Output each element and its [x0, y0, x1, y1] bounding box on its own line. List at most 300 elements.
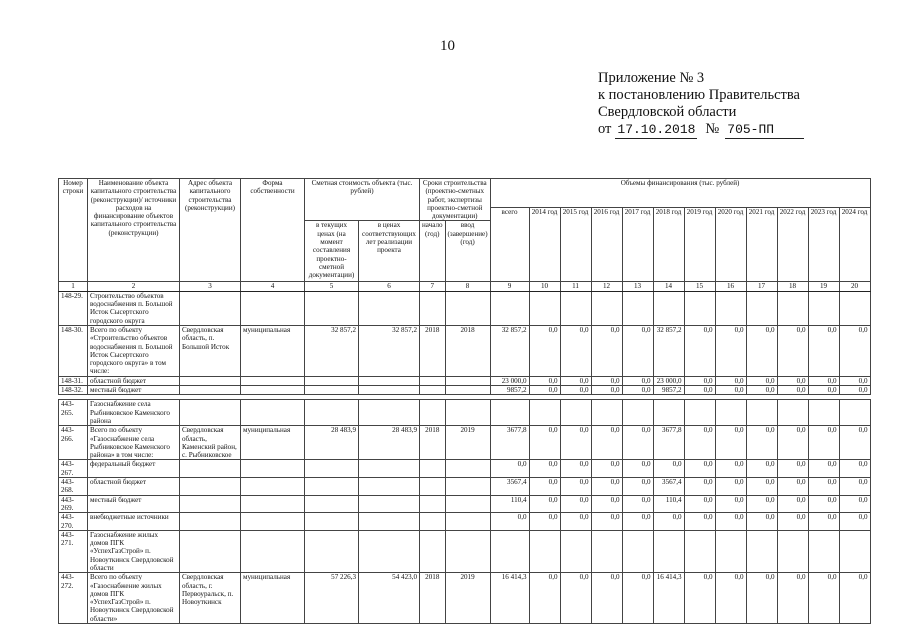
- start-year: 2018: [420, 325, 446, 376]
- cost-current: [305, 495, 359, 513]
- start-year: [420, 513, 446, 531]
- header-year-2019: 2019 год: [684, 208, 715, 282]
- financing-year-value: 0,0: [777, 513, 808, 531]
- financing-year-value: 0,0: [777, 325, 808, 376]
- object-name: Газоснабжение села Рыбниковское Каменского района: [88, 400, 180, 426]
- row-number: 443-271.: [59, 530, 88, 572]
- object-address: [180, 400, 241, 426]
- financing-year-value: 0,0: [839, 495, 870, 513]
- financing-year-value: 0,0: [560, 376, 591, 385]
- financing-year-value: [777, 291, 808, 325]
- ownership-form: [241, 530, 305, 572]
- financing-year-value: 0,0: [839, 573, 870, 624]
- financing-total: 16 414,3: [490, 573, 529, 624]
- cost-current: [305, 386, 359, 395]
- column-number: 7: [420, 282, 446, 291]
- ownership-form: муниципальная: [241, 325, 305, 376]
- financing-year-value: 0,0: [777, 376, 808, 385]
- header-end-year: ввод (завершение) (год): [445, 221, 490, 282]
- cost-realization: 54 423,0: [359, 573, 420, 624]
- financing-total: [490, 291, 529, 325]
- cost-current: [305, 376, 359, 385]
- ownership-form: муниципальная: [241, 573, 305, 624]
- financing-year-value: 0,0: [715, 478, 746, 496]
- financing-year-value: 0,0: [529, 478, 560, 496]
- row-number: 443-265.: [59, 400, 88, 426]
- financing-year-value: 0,0: [808, 478, 839, 496]
- start-year: [420, 400, 446, 426]
- column-number: 4: [241, 282, 305, 291]
- cost-current: [305, 478, 359, 496]
- financing-total: [490, 400, 529, 426]
- object-name: Всего по объекту «Газоснабжение села Рыбниковское Каменского района» в том числе:: [88, 426, 180, 460]
- financing-year-value: [808, 291, 839, 325]
- resolution-number: 705-ПП: [725, 121, 804, 139]
- financing-total: 110,4: [490, 495, 529, 513]
- financing-year-value: 0,0: [808, 386, 839, 395]
- table-row: [59, 386, 871, 395]
- financing-year-value: 0,0: [653, 460, 684, 478]
- financing-year-value: 0,0: [622, 376, 653, 385]
- financing-year-value: [684, 400, 715, 426]
- object-address: Свердловская область, Каменский район, с. Рыбниковское: [180, 426, 241, 460]
- object-address: [180, 478, 241, 496]
- financing-year-value: 3567,4: [653, 478, 684, 496]
- ownership-form: муниципальная: [241, 426, 305, 460]
- financing-year-value: 0,0: [715, 386, 746, 395]
- row-number: 443-268.: [59, 478, 88, 496]
- financing-total: 32 857,2: [490, 325, 529, 376]
- financing-year-value: 0,0: [529, 460, 560, 478]
- object-address: [180, 530, 241, 572]
- financing-year-value: [560, 530, 591, 572]
- financing-year-value: 0,0: [746, 426, 777, 460]
- row-number: 148-30.: [59, 325, 88, 376]
- header-row-no: Номер строки: [59, 179, 88, 282]
- financing-year-value: 0,0: [684, 325, 715, 376]
- resolution-date: 17.10.2018: [617, 122, 696, 137]
- row-number: 148-31.: [59, 376, 88, 385]
- column-number-row: [59, 282, 871, 291]
- financing-table: [58, 178, 871, 624]
- end-year: [445, 386, 490, 395]
- number-label: №: [705, 121, 720, 137]
- ownership-form: [241, 386, 305, 395]
- row-number: 148-32.: [59, 386, 88, 395]
- financing-year-value: [808, 530, 839, 572]
- financing-year-value: 0,0: [715, 513, 746, 531]
- financing-year-value: 0,0: [529, 426, 560, 460]
- financing-year-value: 9857,2: [653, 386, 684, 395]
- row-number: 443-270.: [59, 513, 88, 531]
- financing-year-value: 0,0: [622, 325, 653, 376]
- financing-year-value: 0,0: [560, 386, 591, 395]
- column-number: 18: [777, 282, 808, 291]
- financing-year-value: 0,0: [622, 426, 653, 460]
- financing-year-value: 0,0: [839, 376, 870, 385]
- cost-current: [305, 530, 359, 572]
- financing-year-value: 3677,8: [653, 426, 684, 460]
- financing-year-value: 32 857,2: [653, 325, 684, 376]
- financing-year-value: 16 414,3: [653, 573, 684, 624]
- table-row: [59, 376, 871, 385]
- financing-year-value: 0,0: [529, 325, 560, 376]
- financing-year-value: 0,0: [839, 478, 870, 496]
- object-address: Свердловская область, г. Первоуральск, п. Новоуткинск: [180, 573, 241, 624]
- financing-year-value: 0,0: [808, 376, 839, 385]
- financing-year-value: 0,0: [622, 478, 653, 496]
- cost-realization: 28 483,9: [359, 426, 420, 460]
- financing-year-value: 0,0: [560, 573, 591, 624]
- end-year: [445, 495, 490, 513]
- header-year-2022: 2022 год: [777, 208, 808, 282]
- header-year-2016: 2016 год: [591, 208, 622, 282]
- financing-year-value: [591, 530, 622, 572]
- end-year: [445, 530, 490, 572]
- financing-year-value: [529, 291, 560, 325]
- financing-year-value: 110,4: [653, 495, 684, 513]
- header-address: Адрес объекта капитального строительства (реконструкции): [180, 179, 241, 282]
- financing-year-value: [715, 291, 746, 325]
- financing-year-value: 0,0: [746, 376, 777, 385]
- cost-realization: [359, 478, 420, 496]
- cost-current: 32 857,2: [305, 325, 359, 376]
- financing-year-value: 0,0: [560, 325, 591, 376]
- object-address: Свердловская область, п. Большой Исток: [180, 325, 241, 376]
- financing-year-value: 0,0: [684, 426, 715, 460]
- financing-year-value: 0,0: [684, 573, 715, 624]
- object-address: [180, 291, 241, 325]
- cost-realization: [359, 386, 420, 395]
- end-year: 2019: [445, 573, 490, 624]
- financing-year-value: 0,0: [839, 460, 870, 478]
- header-ownership: Форма собственности: [241, 179, 305, 282]
- cost-realization: [359, 376, 420, 385]
- financing-year-value: [777, 400, 808, 426]
- object-name: внебюджетные источники: [88, 513, 180, 531]
- column-number: 5: [305, 282, 359, 291]
- financing-year-value: 0,0: [529, 573, 560, 624]
- financing-year-value: [839, 530, 870, 572]
- header-year-2017: 2017 год: [622, 208, 653, 282]
- financing-year-value: 0,0: [715, 460, 746, 478]
- financing-year-value: 0,0: [808, 495, 839, 513]
- object-name: областной бюджет: [88, 478, 180, 496]
- page-number: 10: [440, 38, 455, 54]
- header-year-2024: 2024 год: [839, 208, 870, 282]
- end-year: 2018: [445, 325, 490, 376]
- column-number: 11: [560, 282, 591, 291]
- financing-year-value: [653, 291, 684, 325]
- financing-year-value: 0,0: [684, 376, 715, 385]
- header-cost-realization: в ценах соответствующих лет реализации проекта: [359, 221, 420, 282]
- object-name: Всего по объекту «Газоснабжение жилых домов ПГК «УспехГазСтрой» п. Новоуткинск Свердловской области»: [88, 573, 180, 624]
- column-number: 2: [88, 282, 180, 291]
- financing-year-value: 0,0: [777, 386, 808, 395]
- financing-year-value: 0,0: [560, 426, 591, 460]
- financing-year-value: 0,0: [529, 386, 560, 395]
- cost-current: [305, 513, 359, 531]
- column-number: 9: [490, 282, 529, 291]
- financing-year-value: 0,0: [839, 426, 870, 460]
- start-year: [420, 495, 446, 513]
- object-name: Газоснабжение жилых домов ПГК «УспехГазСтрой» п. Новоуткинск Свердловской области: [88, 530, 180, 572]
- financing-year-value: 0,0: [591, 386, 622, 395]
- financing-year-value: 0,0: [684, 495, 715, 513]
- financing-year-value: [746, 400, 777, 426]
- financing-year-value: 0,0: [622, 573, 653, 624]
- appendix-date-line: [598, 121, 804, 139]
- financing-year-value: 0,0: [808, 460, 839, 478]
- financing-year-value: 0,0: [591, 426, 622, 460]
- object-address: [180, 495, 241, 513]
- cost-current: [305, 460, 359, 478]
- financing-year-value: [839, 400, 870, 426]
- object-name: Всего по объекту «Строительство объектов водоснабжения п. Большой Исток Сысертского городского округа» в том числе:: [88, 325, 180, 376]
- end-year: [445, 400, 490, 426]
- start-year: [420, 530, 446, 572]
- financing-year-value: 0,0: [746, 386, 777, 395]
- appendix-title: Приложение № 3: [598, 70, 705, 86]
- financing-year-value: [746, 291, 777, 325]
- ownership-form: [241, 460, 305, 478]
- financing-year-value: 0,0: [560, 460, 591, 478]
- financing-year-value: 0,0: [591, 573, 622, 624]
- object-address: [180, 460, 241, 478]
- financing-year-value: [808, 400, 839, 426]
- financing-year-value: 0,0: [808, 573, 839, 624]
- financing-year-value: 0,0: [715, 325, 746, 376]
- object-name: федеральный бюджет: [88, 460, 180, 478]
- table-row: [59, 400, 871, 426]
- header-object-name: Наименование объекта капитального строительства (реконструкции)/ источники расходов на финансирование объектов капитального строительства (реконструкции): [88, 179, 180, 282]
- financing-year-value: 0,0: [684, 478, 715, 496]
- financing-year-value: [560, 400, 591, 426]
- cost-realization: [359, 400, 420, 426]
- financing-year-value: 0,0: [560, 478, 591, 496]
- header-financing: Объемы финансирования (тыс. рублей): [490, 179, 870, 208]
- financing-year-value: 0,0: [777, 573, 808, 624]
- financing-year-value: 0,0: [529, 495, 560, 513]
- financing-year-value: 0,0: [746, 573, 777, 624]
- cost-current: 28 483,9: [305, 426, 359, 460]
- financing-year-value: [684, 291, 715, 325]
- financing-year-value: 0,0: [622, 460, 653, 478]
- row-number: 443-266.: [59, 426, 88, 460]
- table-row: [59, 513, 871, 531]
- table-row: [59, 460, 871, 478]
- end-year: [445, 376, 490, 385]
- column-number: 14: [653, 282, 684, 291]
- financing-year-value: [560, 291, 591, 325]
- header-start-year: начало (год): [420, 221, 446, 282]
- financing-year-value: 0,0: [839, 513, 870, 531]
- table-row: [59, 325, 871, 376]
- financing-year-value: 0,0: [808, 426, 839, 460]
- end-year: [445, 478, 490, 496]
- end-year: [445, 460, 490, 478]
- appendix-header: [598, 70, 804, 139]
- column-number: 12: [591, 282, 622, 291]
- financing-total: 0,0: [490, 513, 529, 531]
- financing-total: 9857,2: [490, 386, 529, 395]
- header-total: всего: [490, 208, 529, 282]
- header-year-2014: 2014 год: [529, 208, 560, 282]
- financing-year-value: 0,0: [684, 460, 715, 478]
- financing-year-value: 0,0: [715, 495, 746, 513]
- financing-year-value: 23 000,0: [653, 376, 684, 385]
- financing-year-value: 0,0: [839, 386, 870, 395]
- financing-year-value: [715, 530, 746, 572]
- column-number: 1: [59, 282, 88, 291]
- column-number: 6: [359, 282, 420, 291]
- financing-year-value: 0,0: [777, 460, 808, 478]
- financing-year-value: [653, 530, 684, 572]
- cost-realization: [359, 291, 420, 325]
- financing-total: 3567,4: [490, 478, 529, 496]
- cost-realization: [359, 513, 420, 531]
- table-row: [59, 291, 871, 325]
- financing-year-value: [622, 530, 653, 572]
- column-number: 20: [839, 282, 870, 291]
- financing-year-value: [715, 400, 746, 426]
- end-year: 2019: [445, 426, 490, 460]
- start-year: 2018: [420, 426, 446, 460]
- table-row: [59, 495, 871, 513]
- header-year-2023: 2023 год: [808, 208, 839, 282]
- cost-realization: [359, 530, 420, 572]
- financing-year-value: 0,0: [746, 325, 777, 376]
- ownership-form: [241, 478, 305, 496]
- financing-year-value: 0,0: [591, 460, 622, 478]
- row-number: 148-29.: [59, 291, 88, 325]
- column-number: 13: [622, 282, 653, 291]
- financing-year-value: 0,0: [715, 376, 746, 385]
- object-name: местный бюджет: [88, 495, 180, 513]
- financing-year-value: 0,0: [684, 513, 715, 531]
- financing-year-value: 0,0: [560, 495, 591, 513]
- financing-year-value: [591, 291, 622, 325]
- financing-year-value: 0,0: [591, 478, 622, 496]
- financing-total: 3677,8: [490, 426, 529, 460]
- financing-year-value: [622, 291, 653, 325]
- cost-current: [305, 400, 359, 426]
- financing-year-value: [839, 291, 870, 325]
- cost-realization: 32 857,2: [359, 325, 420, 376]
- financing-year-value: [622, 400, 653, 426]
- end-year: [445, 291, 490, 325]
- financing-year-value: 0,0: [529, 513, 560, 531]
- financing-year-value: 0,0: [591, 495, 622, 513]
- column-number: 3: [180, 282, 241, 291]
- financing-year-value: [653, 400, 684, 426]
- financing-year-value: 0,0: [746, 513, 777, 531]
- financing-year-value: 0,0: [839, 325, 870, 376]
- ownership-form: [241, 513, 305, 531]
- appendix-resolution: к постановлению Правительства: [598, 87, 800, 103]
- object-name: местный бюджет: [88, 386, 180, 395]
- financing-year-value: 0,0: [529, 376, 560, 385]
- object-name: областной бюджет: [88, 376, 180, 385]
- row-number: 443-269.: [59, 495, 88, 513]
- financing-year-value: 0,0: [746, 460, 777, 478]
- cost-current: 57 226,3: [305, 573, 359, 624]
- financing-year-value: 0,0: [560, 513, 591, 531]
- object-address: [180, 386, 241, 395]
- appendix-region: Свердловской области: [598, 104, 737, 120]
- financing-year-value: 0,0: [591, 376, 622, 385]
- start-year: [420, 291, 446, 325]
- cost-current: [305, 291, 359, 325]
- start-year: [420, 478, 446, 496]
- cost-realization: [359, 495, 420, 513]
- header-estimated-cost: Сметная стоимость объекта (тыс. рублей): [305, 179, 420, 221]
- financing-year-value: [591, 400, 622, 426]
- header-year-2021: 2021 год: [746, 208, 777, 282]
- financing-year-value: 0,0: [777, 478, 808, 496]
- start-year: 2018: [420, 573, 446, 624]
- cost-realization: [359, 460, 420, 478]
- row-number: 443-267.: [59, 460, 88, 478]
- row-number: 443-272.: [59, 573, 88, 624]
- header-terms: Сроки строительства (проектно-сметных работ, экспертизы проектно-сметной документации): [420, 179, 491, 221]
- object-name: Строительство объектов водоснабжения п. Большой Исток Сысертского городского округа: [88, 291, 180, 325]
- end-year: [445, 513, 490, 531]
- table-row: [59, 530, 871, 572]
- start-year: [420, 386, 446, 395]
- financing-year-value: 0,0: [777, 426, 808, 460]
- column-number: 19: [808, 282, 839, 291]
- financing-year-value: [529, 530, 560, 572]
- column-number: 16: [715, 282, 746, 291]
- financing-year-value: 0,0: [746, 495, 777, 513]
- financing-year-value: 0,0: [715, 573, 746, 624]
- financing-year-value: 0,0: [622, 513, 653, 531]
- financing-year-value: 0,0: [746, 478, 777, 496]
- ownership-form: [241, 376, 305, 385]
- financing-year-value: 0,0: [622, 495, 653, 513]
- financing-year-value: [529, 400, 560, 426]
- column-number: 10: [529, 282, 560, 291]
- from-label: от: [598, 121, 612, 137]
- header-year-2018: 2018 год: [653, 208, 684, 282]
- table-row: [59, 478, 871, 496]
- financing-year-value: 0,0: [777, 495, 808, 513]
- start-year: [420, 376, 446, 385]
- ownership-form: [241, 495, 305, 513]
- financing-year-value: 0,0: [591, 513, 622, 531]
- financing-year-value: 0,0: [591, 325, 622, 376]
- object-address: [180, 376, 241, 385]
- start-year: [420, 460, 446, 478]
- header-cost-current: в текущих ценах (на момент составления проектно-сметной документации): [305, 221, 359, 282]
- financing-year-value: 0,0: [715, 426, 746, 460]
- financing-year-value: 0,0: [684, 386, 715, 395]
- financing-total: 23 000,0: [490, 376, 529, 385]
- ownership-form: [241, 400, 305, 426]
- financing-total: 0,0: [490, 460, 529, 478]
- financing-year-value: 0,0: [808, 325, 839, 376]
- financing-year-value: [684, 530, 715, 572]
- table-row: [59, 426, 871, 460]
- financing-total: [490, 530, 529, 572]
- object-address: [180, 513, 241, 531]
- ownership-form: [241, 291, 305, 325]
- table-row: [59, 573, 871, 624]
- column-number: 15: [684, 282, 715, 291]
- header-year-2015: 2015 год: [560, 208, 591, 282]
- financing-year-value: [777, 530, 808, 572]
